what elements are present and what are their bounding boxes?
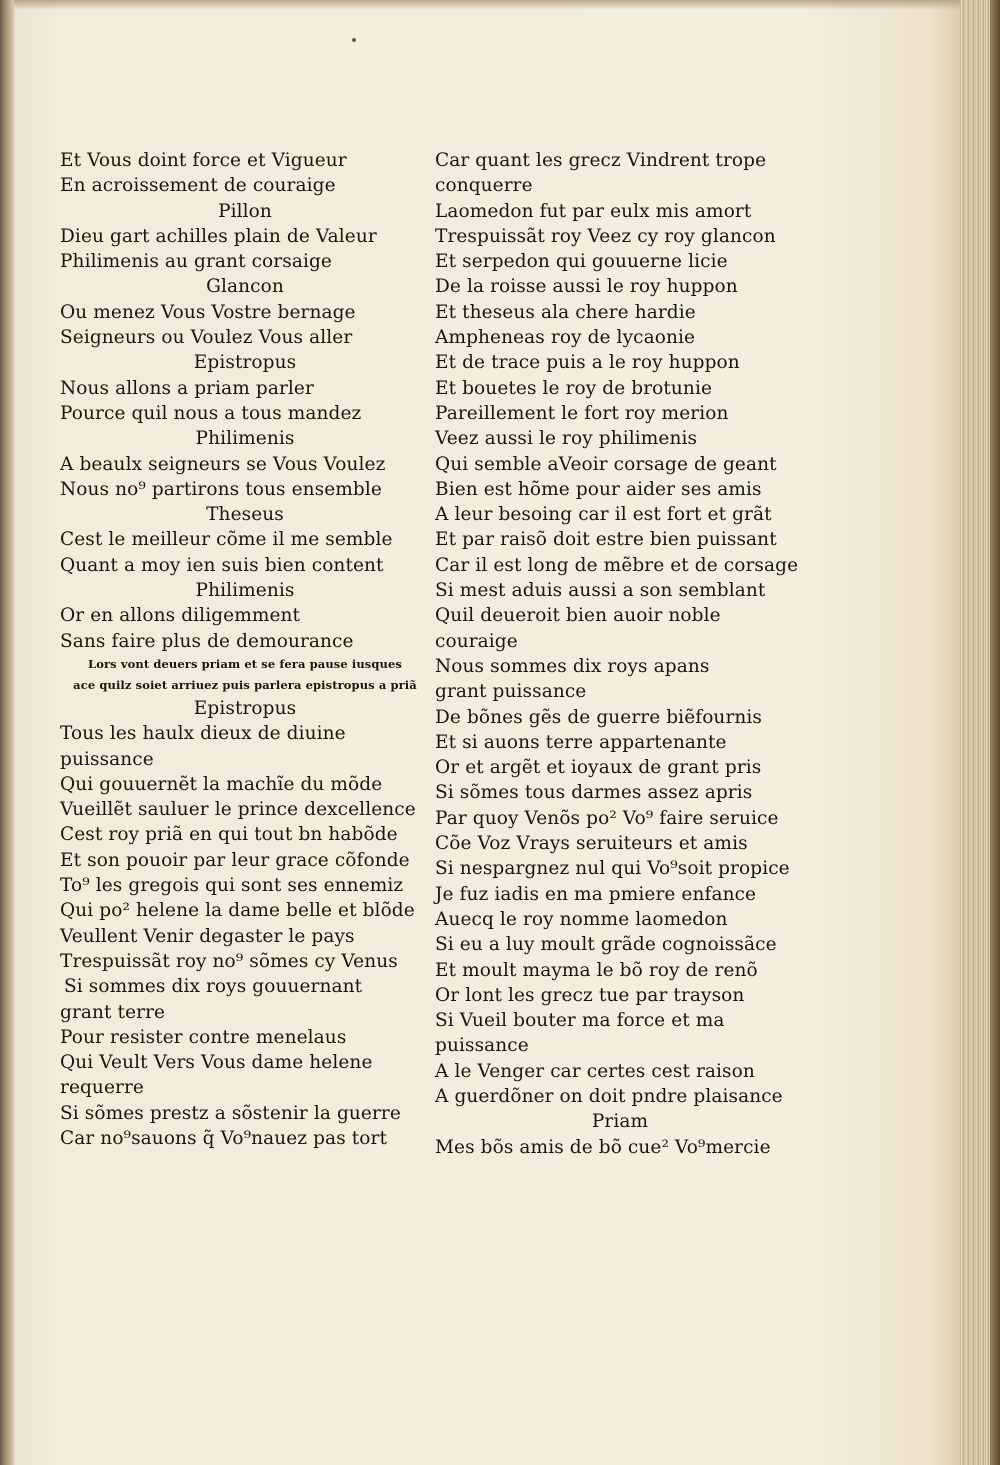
speaker-heading: Glancon [206,276,284,298]
verse-line: Nous no⁹ partirons tous ensemble [60,478,382,500]
verse-line: Et moult mayma le bõ roy de renõ [435,959,758,981]
verse-line: Et serpedon qui gouuerne licie [435,251,728,273]
verse-line: Par quoy Venõs po² Vo⁹ faire seruice [435,807,779,829]
speaker-heading: Pillon [218,200,272,222]
verse-line: Quant a moy ien suis bien content [60,554,384,576]
verse-line: Et Vous doint force et Vigueur [60,150,347,171]
verse-line: Or lont les grecz tue par trayson [435,984,745,1006]
verse-line: Auecq le roy nomme laomedon [435,908,728,930]
verse-line: Pource quil nous a tous mandez [60,402,362,424]
verse-line: Cest le meilleur cõme il me semble [60,529,393,551]
verse-line: Ampheneas roy de lycaonie [435,327,696,349]
verse-line: To⁹ les gregois qui sont ses ennemiz [60,875,404,897]
verse-line: Si Vueil bouter ma force et ma [435,1010,725,1032]
speaker-heading: Theseus [206,504,284,526]
verse-line: Bien est hõme pour aider ses amis [435,478,762,500]
verse-line: A le Venger car certes cest raison [435,1060,755,1082]
verse-line: Quil deueroit bien auoir noble [435,605,721,627]
verse-line: Nous allons a priam parler [60,377,314,399]
verse-line: Vueillẽt sauluer le prince dexcellence [60,799,416,821]
verse-line: Tous les haulx dieux de diuine [60,723,346,745]
verse-line: A beaulx seigneurs se Vous Voulez [60,453,386,475]
verse-line: Car il est long de mẽbre et de corsage [435,554,799,576]
verse-line: Je fuz iadis en ma pmiere enfance [435,883,757,905]
verse-line: De la roisse aussi le roy huppon [435,276,738,298]
verse-line: Si mest aduis aussi a son semblant [435,580,766,602]
verse-line: Trespuissãt roy Veez cy roy glancon [435,225,776,247]
verse-line: Et son pouoir par leur grace cõfonde [60,849,410,871]
verse-line: Ou menez Vous Vostre bernage [60,301,356,323]
verse-line: Pareillement le fort roy merion [435,402,729,424]
verse-line: puissance [60,748,154,770]
verse-line: De bõnes gẽs de guerre biẽfournis [435,706,763,728]
speaker-heading: Philimenis [195,428,295,450]
verse-line: requerre [60,1077,144,1099]
verse-line: conquerre [435,175,533,197]
gutter-edge [0,0,14,1465]
verse-line: En acroissement de couraige [60,175,336,197]
verse-line: A leur besoing car il est fort et grãt [435,504,772,526]
verse-line: Si sõmes prestz a sõstenir la guerre [60,1102,401,1124]
verse-line: Et si auons terre appartenante [435,731,727,753]
verse-line: A guerdõner on doit pndre plaisance [435,1085,783,1107]
verse-line: couraige [435,630,518,652]
verse-line: Dieu gart achilles plain de Valeur [60,225,377,247]
verse-line: grant puissance [435,681,587,703]
verse-line: Qui gouuernẽt la machĩe du mõde [60,773,383,795]
speaker-heading: Epistropus [193,352,297,374]
left-text-column [60,148,430,1151]
verse-line: Si sõmes tous darmes assez apris [435,782,753,804]
speaker-heading: Epistropus [193,697,297,719]
verse-line: Car no⁹sauons q̃ Vo⁹nauez pas tort [60,1127,388,1149]
verse-line: Trespuissãt roy no⁹ sõmes cy Venus [60,950,398,972]
verse-line: Et bouetes le roy de brotunie [435,377,713,399]
verse-line: Mes bõs amis de bõ cue² Vo⁹mercie [435,1136,771,1158]
verse-line: Pour resister contre menelaus [60,1026,347,1048]
right-text-column [435,148,805,1160]
verse-line: puissance [435,1035,529,1057]
verse-line: Cõe Voz Vrays seruiteurs et amis [435,833,748,855]
verse-line: Or et argẽt et ioyaux de grant pris [435,757,762,779]
verse-line: Si sommes dix roys gouuernant [64,976,363,998]
binding-shadow [990,0,1000,1465]
speaker-heading: Philimenis [195,580,295,602]
verse-line: grant terre [60,1001,166,1023]
speaker-heading: Priam [591,1111,649,1133]
verse-line: Philimenis au grant corsaige [60,251,332,273]
verse-line: Si eu a luy moult grãde cognoissãce [435,934,777,956]
verse-line: Qui po² helene la dame belle et blõde [60,900,415,922]
verse-line: Car quant les grecz Vindrent trope [435,150,767,171]
printer-mark [352,38,356,42]
stage-direction: Lors vont deuers priam et se fera pause iusques [88,656,402,671]
verse-line: Sans faire plus de demourance [60,630,354,652]
verse-line: Laomedon fut par eulx mis amort [435,200,752,222]
verse-line: Or en allons diligemment [60,605,301,627]
verse-line: Nous sommes dix roys apans [435,655,710,677]
stage-direction: ace quilz soiet arriuez puis parlera epistropus a priã [73,677,417,692]
page-top-shadow [0,0,968,10]
verse-line: Qui Veult Vers Vous dame helene [60,1052,373,1074]
verse-line: Et theseus ala chere hardie [435,301,696,323]
verse-line: Seigneurs ou Voulez Vous aller [60,327,353,349]
verse-line: Qui semble aVeoir corsage de geant [435,453,777,475]
verse-line: Et par raisõ doit estre bien puissant [435,529,777,551]
verse-line: Veullent Venir degaster le pays [60,925,355,947]
verse-line: Et de trace puis a le roy huppon [435,352,740,374]
verse-line: Cest roy priã en qui tout bn habõde [60,824,398,846]
verse-line: Veez aussi le roy philimenis [435,428,698,450]
page-stack-edge [960,0,1000,1465]
verse-line: Si nespargnez nul qui Vo⁹soit propice [435,858,790,880]
